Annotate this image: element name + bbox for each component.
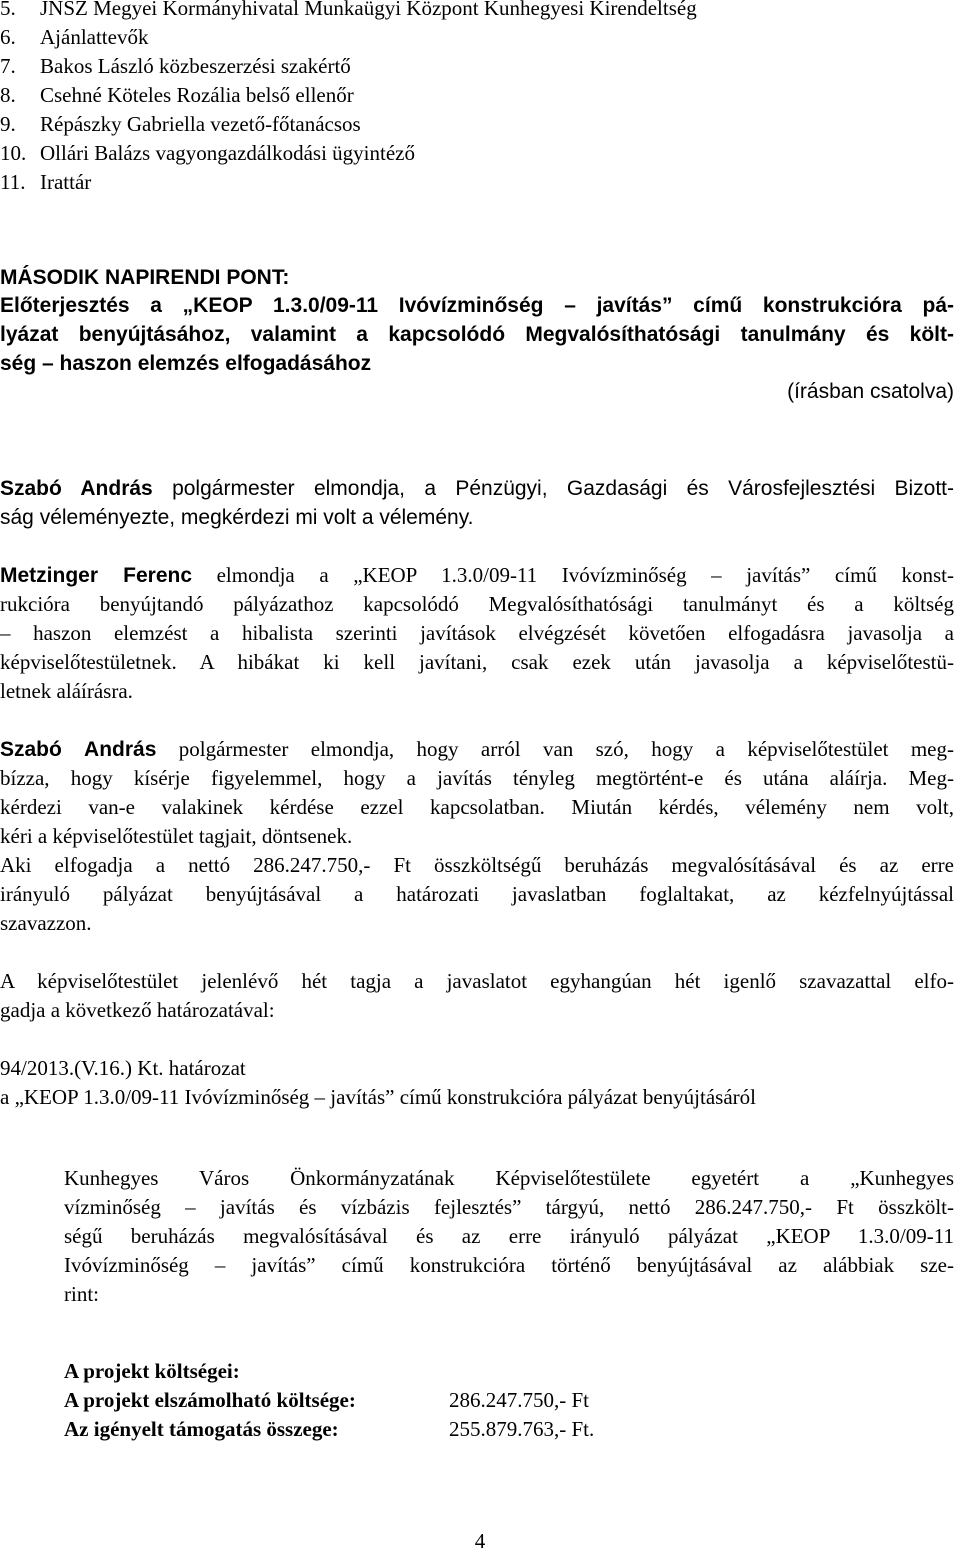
resolution-body-line: Ivóvízminőség – javítás” című konstrukcióra történő benyújtásával az alábbiak sze- — [64, 1253, 954, 1277]
paragraph-line: Szabó András polgármester elmondja, hogy arról van szó, hogy a képviselőtestület meg- — [0, 737, 954, 761]
list-item: 11. Irattár — [0, 170, 92, 194]
cost-label: Az igényelt támogatás összege: — [64, 1417, 339, 1441]
resolution-body-line: ségű beruházás megvalósításával és az erre irányuló pályázat „KEOP 1.3.0/09-11 — [64, 1224, 954, 1248]
list-item: 6. Ajánlattevők — [0, 25, 149, 49]
paragraph-line: gadja a következő határozatával: — [0, 998, 275, 1022]
attachment-note: (írásban csatolva) — [787, 380, 954, 403]
paragraph-line: – haszon elemzést a hibalista szerinti javítások elvégzését követően elfogadásra javasolja a — [0, 621, 954, 645]
list-item: 10. Ollári Balázs vagyongazdálkodási ügyintéző — [0, 141, 415, 165]
paragraph-line: ság véleményezte, megkérdezi mi volt a vélemény. — [0, 506, 474, 529]
list-item: 7. Bakos László közbeszerzési szakértő — [0, 54, 351, 78]
paragraph-line: letnek aláírásra. — [0, 679, 133, 703]
speaker-name: Szabó András — [0, 738, 157, 761]
agenda-title-line: Előterjesztés a „KEOP 1.3.0/09-11 Ivóvízminőség – javítás” című konstrukcióra pá- — [0, 294, 954, 317]
paragraph-line: szavazzon. — [0, 911, 92, 935]
paragraph-line: Szabó András polgármester elmondja, a Pénzügyi, Gazdasági és Városfejlesztési Bizott- — [0, 477, 955, 500]
resolution-number: 94/2013.(V.16.) Kt. határozat — [0, 1056, 246, 1080]
speaker-name: Metzinger Ferenc — [0, 564, 193, 587]
paragraph-line: rukcióra benyújtandó pályázathoz kapcsolódó Megvalósíthatósági tanulmányt és a költség — [0, 592, 954, 616]
costs-heading: A projekt költségei: — [64, 1359, 240, 1383]
list-item: 5. JNSZ Megyei Kormányhivatal Munkaügyi Központ Kunhegyesi Kirendeltség — [0, 0, 697, 20]
paragraph-line: Metzinger Ferenc elmondja a „KEOP 1.3.0/09-11 Ivóvízminőség – javítás” című konst- — [0, 563, 954, 587]
paragraph-line: A képviselőtestület jelenlévő hét tagja a javaslatot egyhangúan hét igenlő szavazattal elfo- — [0, 969, 954, 993]
page-number: 4 — [474, 1529, 486, 1553]
cost-row — [64, 1386, 954, 1415]
paragraph-line: Aki elfogadja a nettó 286.247.750,- Ft összköltségű beruházás megvalósításával és az erre — [0, 853, 954, 877]
paragraph-line: képviselőtestületnek. A hibákat ki kell javítani, csak ezek után javasolja a képviselőtestü- — [0, 650, 954, 674]
list-item: 9. Répászky Gabriella vezető-főtanácsos — [0, 112, 361, 136]
paragraph-line: irányuló pályázat benyújtásával a határozati javaslatban foglaltakat, az kézfelnyújtással — [0, 882, 954, 906]
resolution-body-line: Kunhegyes Város Önkormányzatának Képviselőtestülete egyetért a „Kunhegyes — [64, 1166, 954, 1190]
paragraph-line: kérdezi van-e valakinek kérdése ezzel kapcsolatban. Miután kérdés, vélemény nem volt, — [0, 795, 954, 819]
resolution-body-line: rint: — [64, 1282, 99, 1306]
paragraph-line: kéri a képviselőtestület tagjait, döntsenek. — [0, 824, 353, 848]
cost-label: A projekt elszámolható költsége: — [64, 1388, 356, 1412]
agenda-title-line: ség – haszon elemzés elfogadásához — [0, 352, 372, 375]
resolution-body-line: vízminőség – javítás és vízbázis fejlesztés” tárgyú, nettó 286.247.750,- Ft összkölt- — [64, 1195, 954, 1219]
speaker-name: Szabó András — [0, 477, 153, 500]
agenda-title-line: lyázat benyújtásához, valamint a kapcsolódó Megvalósíthatósági tanulmány és költ- — [0, 323, 954, 346]
cost-row — [64, 1415, 954, 1444]
agenda-heading: MÁSODIK NAPIRENDI PONT: — [0, 266, 290, 289]
paragraph-line: bízza, hogy kísérje figyelemmel, hogy a javítás tényleg megtörtént-e és utána aláírja. Meg- — [0, 766, 954, 790]
cost-value: 286.247.750,- Ft — [449, 1388, 590, 1412]
list-item: 8. Csehné Köteles Rozália belső ellenőr — [0, 83, 354, 107]
resolution-subject: a „KEOP 1.3.0/09-11 Ivóvízminőség – javítás” című konstrukcióra pályázat benyújtásáról — [0, 1085, 756, 1109]
cost-value: 255.879.763,- Ft. — [449, 1417, 595, 1441]
